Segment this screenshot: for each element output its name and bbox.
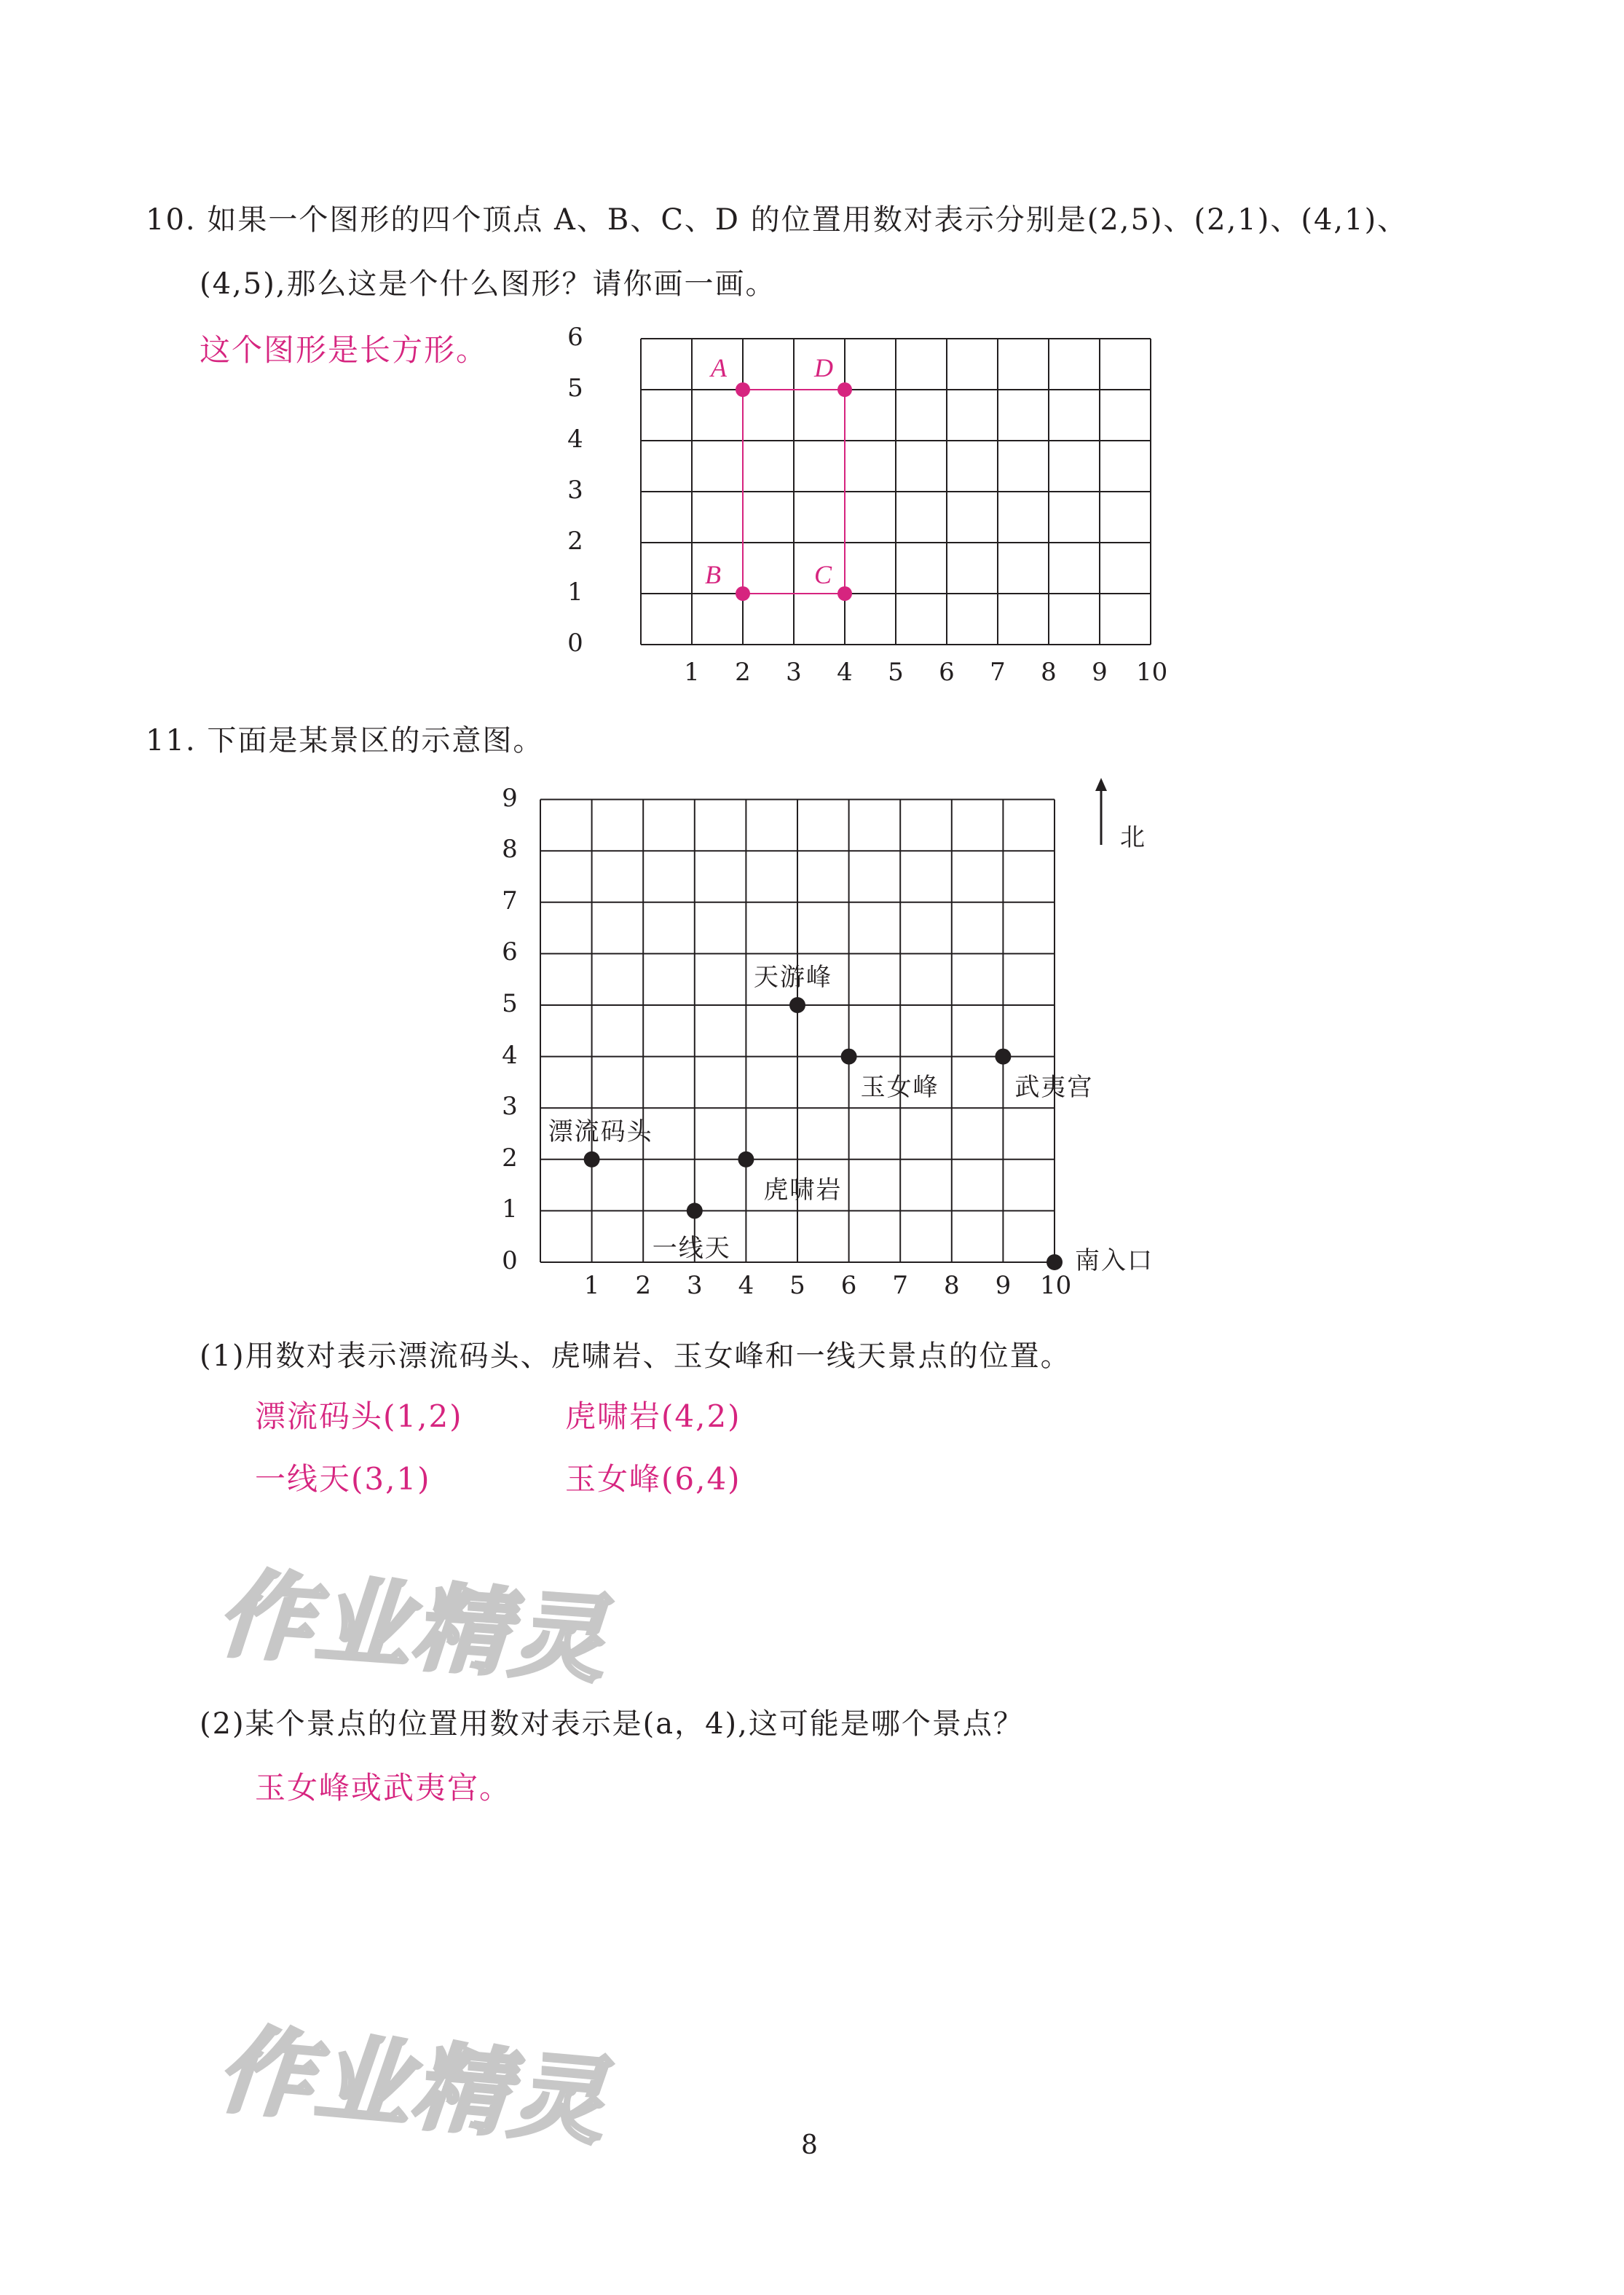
point-label-d: D [814,353,833,382]
y-tick-label: 7 [502,886,518,916]
scenic-point [995,1049,1011,1065]
x-tick-label: 7 [990,658,1006,687]
x-tick-label: 8 [943,1271,960,1300]
x-tick-label: 2 [735,658,751,687]
y-tick-label: 8 [502,835,518,865]
x-tick-label: 9 [995,1271,1012,1300]
y-tick-label: 6 [567,323,583,352]
scenic-point [841,1049,857,1065]
q10-answer: 这个图形是长方形。 [200,332,489,368]
q10-line1: 10. 如果一个图形的四个顶点 A、B、C、D 的位置用数对表示分别是(2,5)、(2,1)、(4,1)、 [146,203,1408,237]
x-tick-label: 1 [583,1271,600,1300]
y-tick-label: 5 [567,374,583,403]
x-tick-label: 5 [789,1271,805,1300]
x-tick-label: 6 [840,1271,857,1300]
scenic-point [789,997,805,1013]
page-number: 8 [801,2130,818,2160]
y-tick-label: 0 [567,629,583,658]
point-label-b: B [705,560,721,589]
scenic-point [687,1202,703,1219]
q10-line2: (4,5),那么这是个什么图形？请你画一画。 [200,267,776,301]
y-tick-label: 5 [502,989,518,1018]
scenic-label: 玉女峰 [860,1072,939,1102]
y-tick-label: 1 [567,578,583,607]
x-tick-label: 8 [1041,658,1057,687]
ans-yixiantian: 一线天(3,1) [255,1461,431,1497]
x-tick-label: 2 [635,1271,651,1300]
scenic-label: 一线天 [652,1234,731,1264]
q11-title: 11. 下面是某景区的示意图。 [146,724,544,757]
y-tick-label: 6 [502,937,518,967]
north-label: 北 [1120,823,1146,852]
scenic-point [738,1152,754,1168]
ans-piaoliu: 漂流码头(1,2) [255,1398,463,1434]
x-tick-label: 9 [1092,658,1108,687]
ans-yunufeng: 玉女峰(6,4) [565,1461,741,1497]
y-tick-label: 2 [502,1143,518,1173]
scenic-point [584,1152,600,1168]
ans-huxiao: 虎啸岩(4,2) [565,1398,741,1434]
watermark-logo: 作业精灵 [213,2013,612,2159]
scenic-label: 武夷宫 [1014,1072,1094,1102]
scenic-label: 天游峰 [754,963,832,992]
point-label-c: C [814,560,832,589]
point-label-a: A [711,353,727,382]
x-tick-label: 3 [786,658,802,687]
y-tick-label: 3 [502,1092,518,1122]
scenic-point [1046,1254,1063,1270]
q11-answer2: 玉女峰或武夷宫。 [255,1770,512,1806]
x-tick-label: 5 [888,658,904,687]
y-tick-label: 4 [567,425,583,454]
scenic-label: 漂流码头 [548,1117,653,1146]
y-tick-label: 1 [502,1194,518,1224]
x-tick-label: 7 [892,1271,908,1300]
watermark-logo: 作业精灵 [214,1558,612,1696]
north-arrow-icon [1095,778,1107,845]
y-tick-label: 2 [567,527,583,556]
x-tick-label: 1 [684,658,700,687]
scenic-label: 虎啸岩 [763,1175,843,1205]
y-tick-label: 3 [567,476,583,505]
x-tick-label: 10 [1040,1271,1072,1300]
x-tick-label: 4 [837,658,853,687]
q11-sub2: (2)某个景点的位置用数对表示是(a，4),这可能是哪个景点？ [200,1707,1024,1741]
scenic-label: 南入口 [1075,1246,1154,1275]
y-tick-label: 9 [502,783,518,813]
q11-sub1: (1)用数对表示漂流码头、虎啸岩、玉女峰和一线天景点的位置。 [200,1339,1071,1373]
x-tick-label: 6 [939,658,955,687]
y-tick-label: 4 [502,1040,518,1070]
x-tick-label: 3 [686,1271,703,1300]
x-tick-label: 4 [738,1271,754,1300]
y-tick-label: 0 [502,1246,518,1275]
x-tick-label: 10 [1136,658,1168,687]
